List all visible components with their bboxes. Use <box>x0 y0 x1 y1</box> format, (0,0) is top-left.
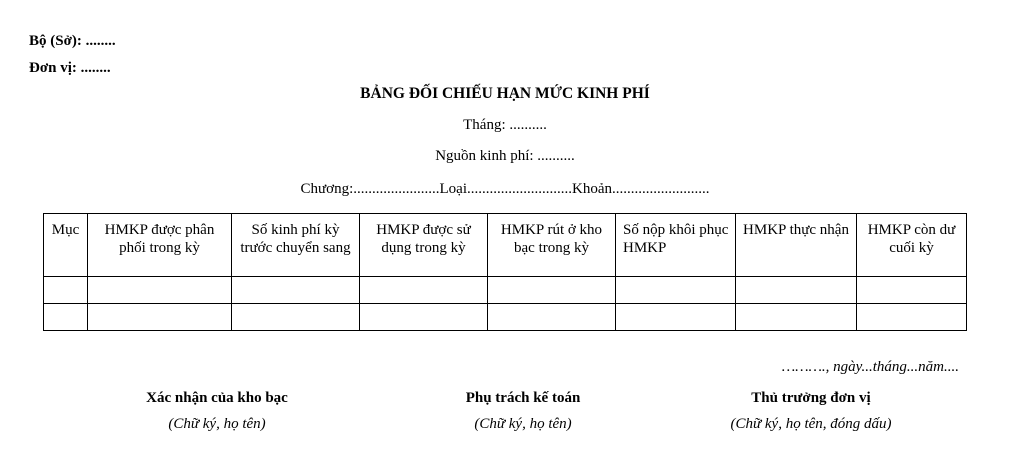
signature-role: Thủ trưởng đơn vị <box>751 390 871 406</box>
table-cell[interactable] <box>616 304 736 331</box>
funding-source-line: Nguồn kinh phí: .......... <box>435 148 575 164</box>
month-line: Tháng: .......... <box>463 117 547 133</box>
table-cell[interactable] <box>44 277 88 304</box>
table-row <box>44 277 967 304</box>
table-cell[interactable] <box>88 304 232 331</box>
header-withdrawn: HMKP rút ở kho bạc trong kỳ <box>488 214 616 277</box>
document-title: BẢNG ĐỐI CHIẾU HẠN MỨC KINH PHÍ <box>360 85 650 102</box>
signature-role: Xác nhận của kho bạc <box>146 390 288 406</box>
ministry-line: Bộ (Sở): ........ <box>29 33 116 49</box>
signature-block-treasury <box>117 390 317 433</box>
header-used: HMKP được sử dụng trong kỳ <box>360 214 488 277</box>
table-cell[interactable] <box>488 277 616 304</box>
signature-block-head <box>711 390 911 433</box>
table-cell[interactable] <box>736 277 857 304</box>
signature-note: (Chữ ký, họ tên) <box>168 416 266 432</box>
header-carried-over: Số kinh phí kỳ trước chuyển sang <box>232 214 360 277</box>
table-cell[interactable] <box>857 304 967 331</box>
header-allocated: HMKP được phân phối trong kỳ <box>88 214 232 277</box>
table-cell[interactable] <box>857 277 967 304</box>
unit-line: Đơn vị: ........ <box>29 60 111 76</box>
budget-classification-line: Chương:.......................Loại............................Khoản.......................... <box>300 181 710 197</box>
header-muc: Mục <box>44 214 88 277</box>
table-header-row <box>44 214 967 277</box>
table-cell[interactable] <box>736 304 857 331</box>
table-cell[interactable] <box>488 304 616 331</box>
header-received: HMKP thực nhận <box>736 214 857 277</box>
table-cell[interactable] <box>360 304 488 331</box>
table-cell[interactable] <box>88 277 232 304</box>
signature-role: Phụ trách kế toán <box>465 390 581 406</box>
table-cell[interactable] <box>616 277 736 304</box>
table-cell[interactable] <box>360 277 488 304</box>
table-cell[interactable] <box>232 277 360 304</box>
signature-block-accountant <box>423 390 623 433</box>
table-row <box>44 304 967 331</box>
table-cell[interactable] <box>44 304 88 331</box>
table-cell[interactable] <box>232 304 360 331</box>
reconciliation-table <box>43 213 967 331</box>
date-place-line: ………., ngày...tháng...năm.... <box>781 359 959 375</box>
header-restored: Số nộp khôi phục HMKP <box>616 214 736 277</box>
header-remaining: HMKP còn dư cuối kỳ <box>857 214 967 277</box>
signature-note: (Chữ ký, họ tên, đóng dấu) <box>730 416 892 432</box>
signature-note: (Chữ ký, họ tên) <box>474 416 572 432</box>
